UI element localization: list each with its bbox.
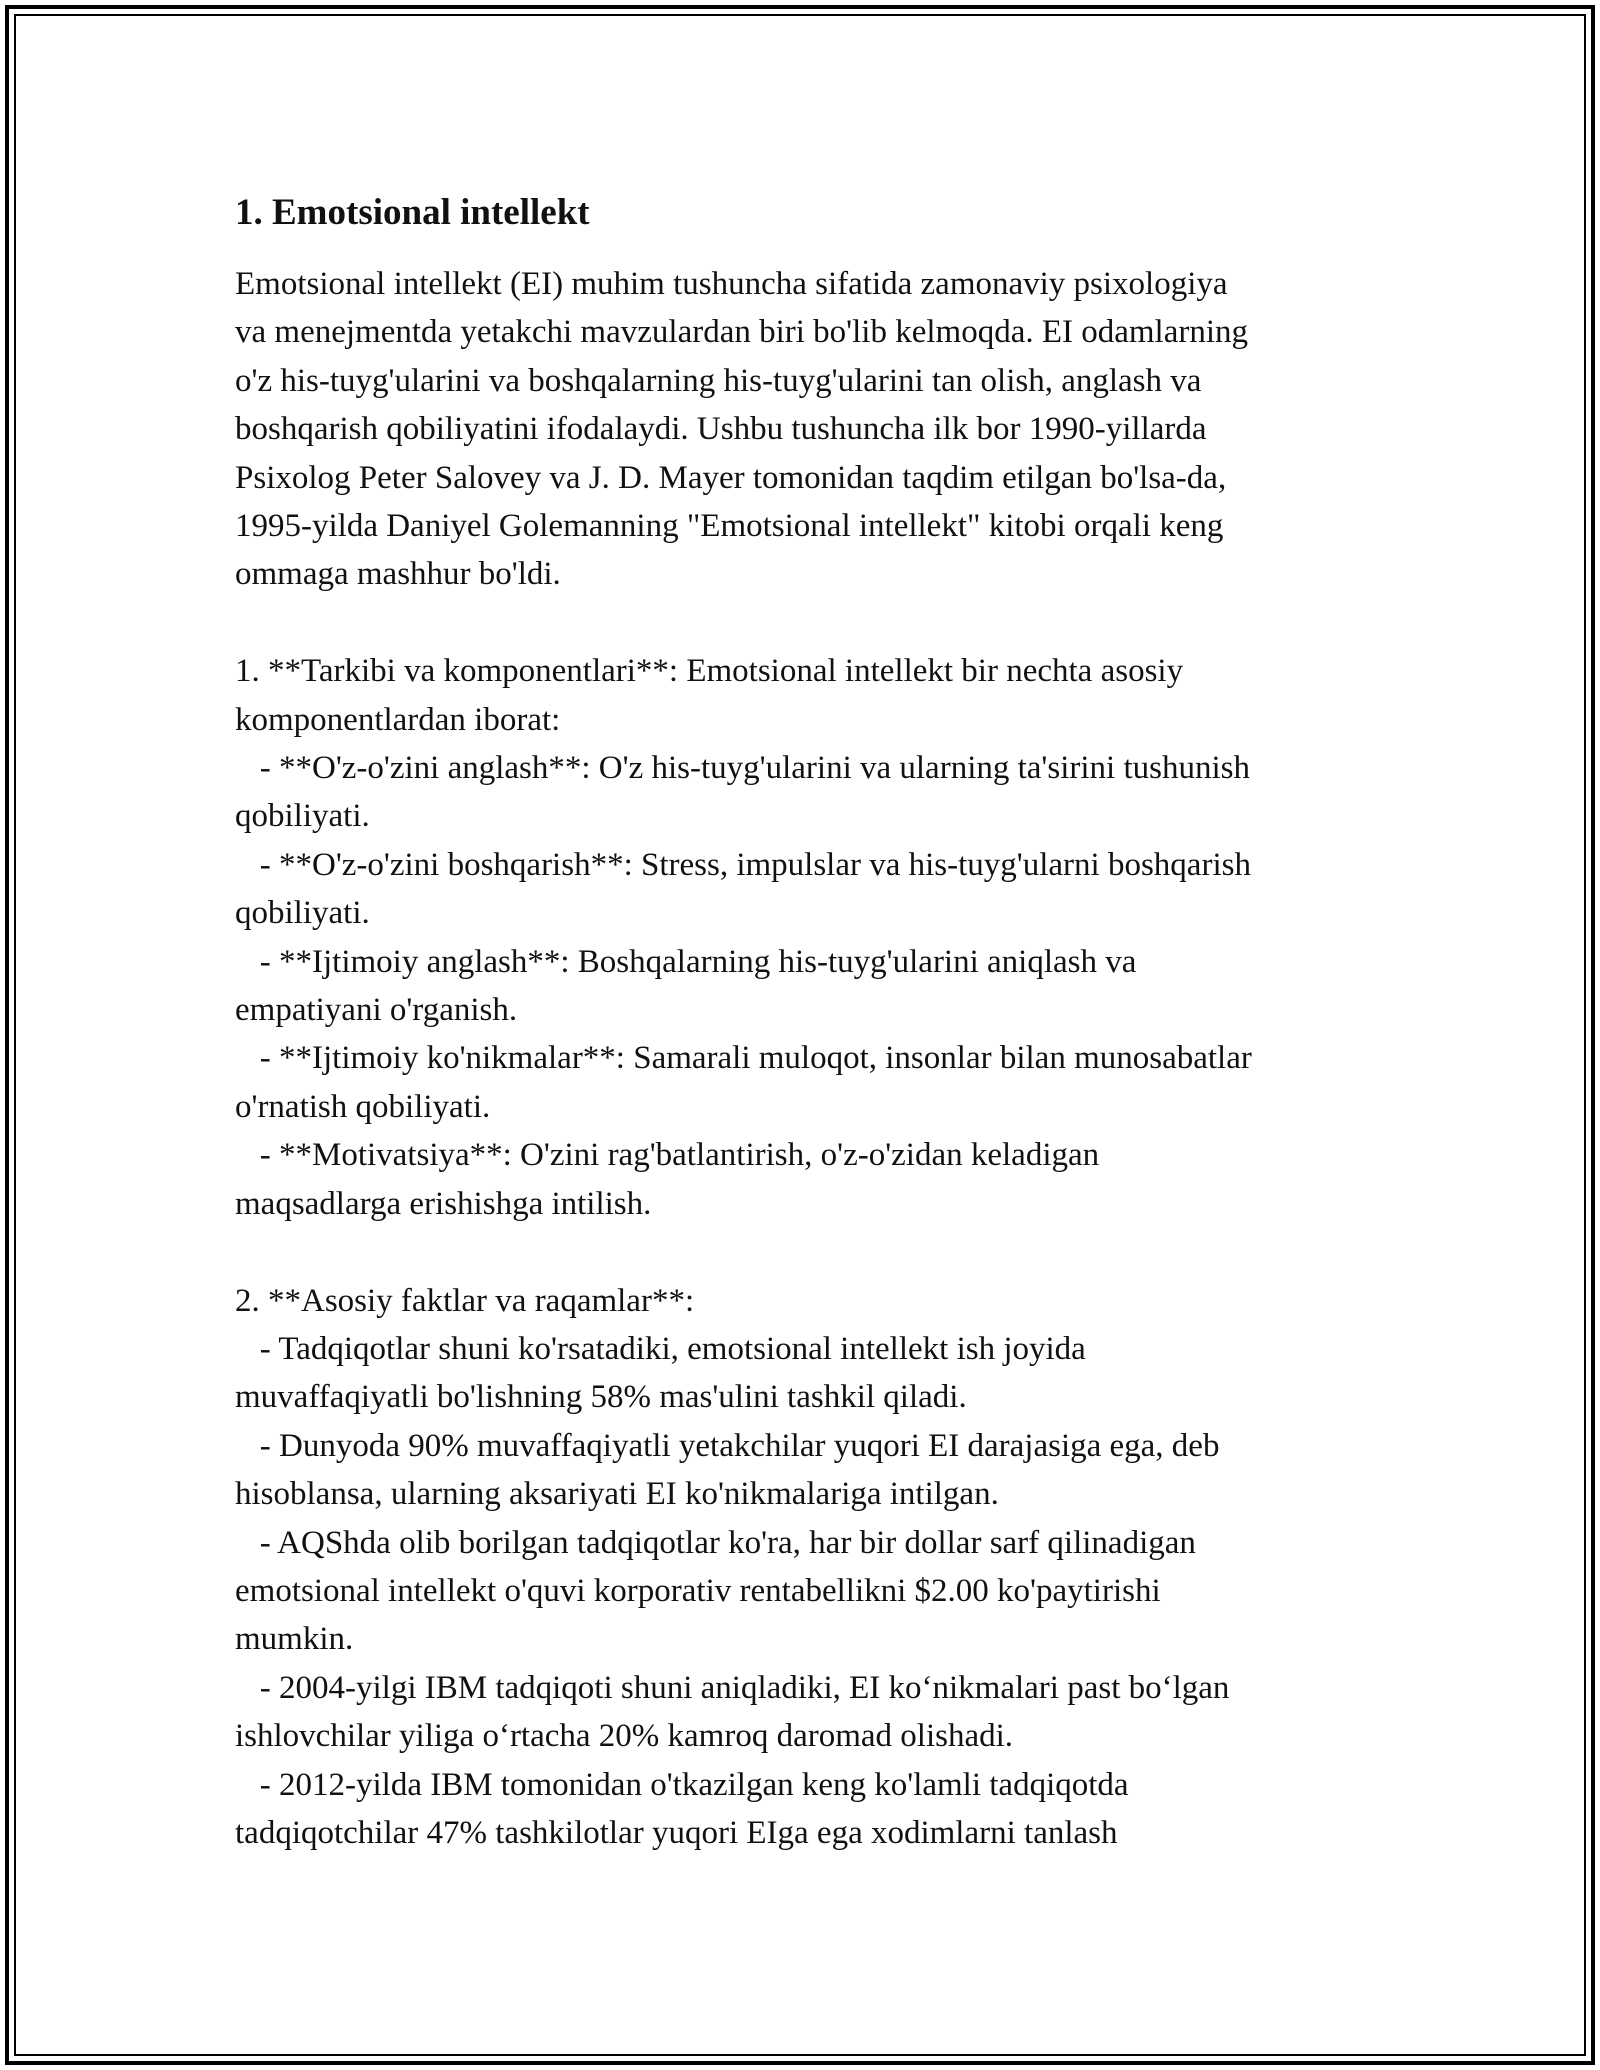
text-line: - **Ijtimoiy ko'nikmalar**: Samarali muloqot, insonlar bilan munosabatlar — [235, 1040, 1252, 1077]
text-line: Emotsional intellekt (EI) muhim tushuncha sifatida zamonaviy psixologiya — [235, 266, 1228, 302]
text-line: muvaffaqiyatli bo'lishning 58% mas'ulini tashkil qiladi. — [235, 1379, 967, 1416]
text-line: - Dunyoda 90% muvaffaqiyatli yetakchilar yuqori EI darajasiga ega, deb — [235, 1427, 1220, 1464]
text-line: 1. **Tarkibi va komponentlari**: Emotsional intellekt bir nechta asosiy — [235, 653, 1184, 690]
text-line: - AQShda olib borilgan tadqiqotlar ko'ra, har bir dollar sarf qilinadigan — [235, 1524, 1196, 1561]
text-line: - 2004-yilgi IBM tadqiqoti shuni aniqladiki, EI koʻnikmalari past boʻlgan — [235, 1669, 1230, 1706]
text-line: qobiliyati. — [235, 895, 370, 932]
text-line: 2. **Asosiy faktlar va raqamlar**: — [235, 1282, 695, 1319]
text-line: - **O'z-o'zini boshqarish**: Stress, impulslar va his-tuyg'ularni boshqarish — [235, 846, 1251, 883]
text-line: ishlovchilar yiliga oʻrtacha 20% kamroq daromad olishadi. — [235, 1718, 1014, 1755]
text-line: o'rnatish qobiliyati. — [235, 1088, 491, 1125]
text-line: boshqarish qobiliyatini ifodalaydi. Ushbu tushuncha ilk bor 1990-yillarda — [235, 411, 1207, 448]
section-heading: 1. Emotsional intellekt — [235, 192, 590, 233]
text-line: ommaga mashhur bo'ldi. — [235, 556, 561, 593]
blank-line — [235, 599, 1375, 647]
text-line: mumkin. — [235, 1621, 354, 1658]
text-line: - **Ijtimoiy anglash**: Boshqalarning his-tuyg'ularini aniqlash va — [235, 943, 1137, 980]
text-line: hisoblansa, ularning aksariyati EI ko'nikmalariga intilgan. — [235, 1476, 999, 1513]
text-line: komponentlardan iborat: — [235, 701, 561, 738]
text-line: Psixolog Peter Salovey va J. D. Mayer tomonidan taqdim etilgan bo'lsa-da, — [235, 459, 1227, 496]
document-text — [235, 260, 1375, 1857]
text-line: 1995-yilda Daniyel Golemanning "Emotsional intellekt" kitobi orqali keng — [235, 508, 1224, 545]
text-line: o'z his-tuyg'ularini va boshqalarning his-tuyg'ularini tan olish, anglash va — [235, 362, 1202, 399]
text-line: qobiliyati. — [235, 798, 370, 835]
blank-line — [235, 1228, 1375, 1276]
text-line: tadqiqotchilar 47% tashkilotlar yuqori EIga ega xodimlarni tanlash — [235, 1814, 1118, 1851]
document-body — [235, 185, 1375, 1857]
text-line: - 2012-yilda IBM tomonidan o'tkazilgan keng ko'lamli tadqiqotda — [235, 1766, 1129, 1803]
text-line: emotsional intellekt o'quvi korporativ rentabellikni $2.00 ko'paytirishi — [235, 1572, 1161, 1609]
text-line: empatiyani o'rganish. — [235, 992, 518, 1029]
text-line: - **O'z-o'zini anglash**: O'z his-tuyg'ularini va ularning ta'sirini tushunish — [235, 750, 1250, 787]
text-line: va menejmentda yetakchi mavzulardan biri bo'lib kelmoqda. EI odamlarning — [235, 314, 1249, 351]
text-line: maqsadlarga erishishga intilish. — [235, 1185, 652, 1222]
text-line: - Tadqiqotlar shuni ko'rsatadiki, emotsional intellekt ish joyida — [235, 1330, 1086, 1367]
text-line: - **Motivatsiya**: O'zini rag'batlantirish, o'z-o'zidan keladigan — [235, 1137, 1100, 1174]
